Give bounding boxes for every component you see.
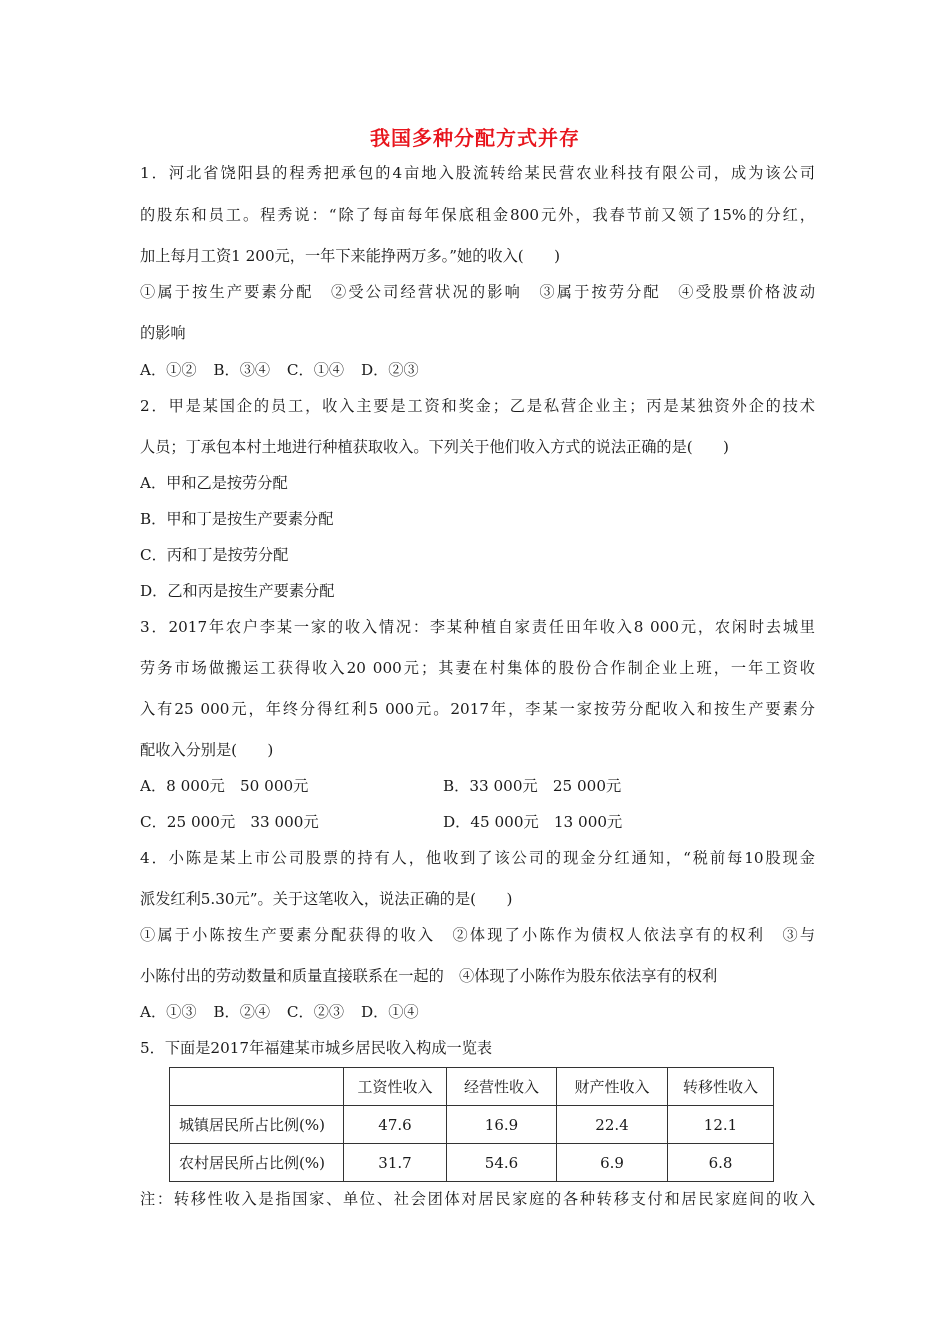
table-cell: 22.4 [557, 1106, 668, 1144]
table-row [170, 1106, 774, 1144]
q4-statements: ①属于小陈按生产要素分配获得的收入 ②体现了小陈作为债权人依法享有的权利 ③与 [140, 926, 815, 944]
option-d[interactable]: D．②③ [360, 361, 419, 379]
table-header-row [170, 1068, 774, 1106]
q3-text-line: 配收入分别是( ) [140, 741, 274, 759]
option-a[interactable]: A．①③ [140, 1003, 197, 1021]
option-a[interactable]: A．①② [140, 361, 197, 379]
q1-statements: ①属于按生产要素分配 ②受公司经营状况的影响 ③属于按劳分配 ④受股票价格波动 [140, 283, 815, 301]
option-c[interactable]: C．②③ [286, 1003, 345, 1021]
option-d[interactable]: D．①④ [360, 1003, 419, 1021]
income-table [169, 1067, 774, 1182]
q4-text-line: 4．小陈是某上市公司股票的持有人，他收到了该公司的现金分红通知，“税前每10股现金 [140, 849, 815, 867]
option-c[interactable]: C．丙和丁是按劳分配 [140, 546, 289, 564]
option-c[interactable]: C．①④ [286, 361, 345, 379]
q5-note: 注：转移性收入是指国家、单位、社会团体对居民家庭的各种转移支付和居民家庭间的收入 [140, 1190, 815, 1208]
q5-intro: 5．下面是2017年福建某市城乡居民收入构成一览表 [140, 1039, 493, 1057]
table-cell: 6.9 [557, 1144, 668, 1182]
q4-options [140, 1002, 431, 1022]
table-header-cell: 转移性收入 [668, 1068, 774, 1106]
option-d[interactable]: D．乙和丙是按生产要素分配 [140, 582, 335, 600]
q1-text-line: 1．河北省饶阳县的程秀把承包的4亩地入股流转给某民营农业科技有限公司，成为该公司 [140, 164, 815, 182]
table-header-cell: 财产性收入 [557, 1068, 668, 1106]
option-b[interactable]: B．33 000元 25 000元 [443, 777, 622, 795]
q1-options [140, 360, 431, 380]
option-a[interactable]: A．8 000元 50 000元 [140, 777, 309, 795]
option-d[interactable]: D．45 000元 13 000元 [443, 813, 623, 831]
table-cell: 31.7 [344, 1144, 447, 1182]
q4-statements: 小陈付出的劳动数量和质量直接联系在一起的 ④体现了小陈作为股东依法享有的权利 [140, 967, 718, 985]
table-corner-cell [170, 1068, 344, 1106]
table-header-cell: 工资性收入 [344, 1068, 447, 1106]
table-row-label: 农村居民所占比例(%) [170, 1144, 344, 1182]
table-cell: 54.6 [447, 1144, 557, 1182]
table-header-cell: 经营性收入 [447, 1068, 557, 1106]
q1-text-line: 加上每月工资1 200元，一年下来能挣两万多。”她的收入( ) [140, 247, 560, 265]
option-c[interactable]: C．25 000元 33 000元 [140, 813, 319, 831]
q1-text-line: 的股东和员工。程秀说：“除了每亩每年保底租金800元外，我春节前又领了15%的分红， [140, 206, 815, 224]
table-cell: 6.8 [668, 1144, 774, 1182]
table-cell: 47.6 [344, 1106, 447, 1144]
q1-statements: 的影响 [140, 324, 186, 342]
q2-text-line: 人员；丁承包本村土地进行种植获取收入。下列关于他们收入方式的说法正确的是( ) [140, 438, 729, 456]
option-b[interactable]: B．甲和丁是按生产要素分配 [140, 510, 334, 528]
page-title: 我国多种分配方式并存 [370, 126, 580, 150]
table-cell: 16.9 [447, 1106, 557, 1144]
option-a[interactable]: A．甲和乙是按劳分配 [140, 474, 288, 492]
table-row [170, 1144, 774, 1182]
option-b[interactable]: B．③④ [213, 361, 271, 379]
q3-text-line: 3．2017年农户李某一家的收入情况：李某种植自家责任田年收入8 000元，农闲时去城里 [140, 618, 815, 636]
q2-text-line: 2．甲是某国企的员工，收入主要是工资和奖金；乙是私营企业主；丙是某独资外企的技术 [140, 397, 815, 415]
table-row-label: 城镇居民所占比例(%) [170, 1106, 344, 1144]
q4-text-line: 派发红利5.30元”。关于这笔收入，说法正确的是( ) [140, 890, 513, 908]
table-cell: 12.1 [668, 1106, 774, 1144]
option-b[interactable]: B．②④ [213, 1003, 271, 1021]
q3-text-line: 入有25 000元，年终分得红利5 000元。2017年，李某一家按劳分配收入和按生产要素分 [140, 700, 815, 718]
q3-text-line: 劳务市场做搬运工获得收入20 000元；其妻在村集体的股份合作制企业上班，一年工资收 [140, 659, 815, 677]
